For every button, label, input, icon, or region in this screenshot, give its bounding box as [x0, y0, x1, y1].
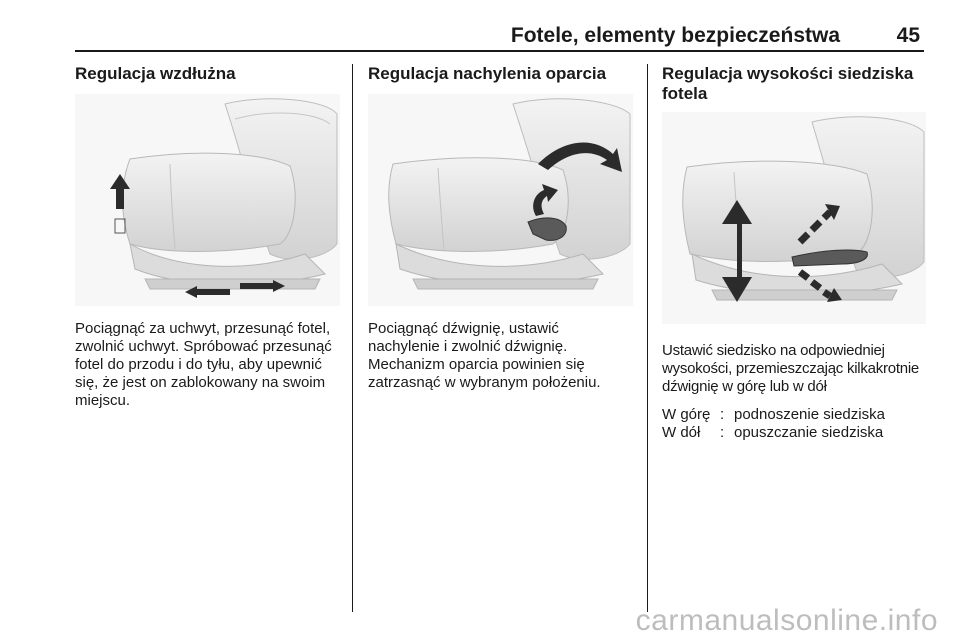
definition-separator: :: [720, 406, 725, 423]
definition-description: opuszczanie siedziska: [734, 424, 884, 441]
column-divider: [647, 64, 648, 612]
column-divider: [352, 64, 353, 612]
definition-term: W górę: [662, 406, 711, 423]
section-backrest-adjustment: [368, 64, 633, 392]
section-body-text: Ustawić siedzisko na odpowiedniej wysokości, przemieszczając kilkakrotnie dźwignię w górę lub w dół: [662, 342, 919, 395]
page-header-title: Fotele, elementy bezpieczeństwa: [510, 24, 840, 47]
section-longitudinal-adjustment: [75, 64, 340, 410]
seat-backrest-illustration: [368, 94, 633, 306]
page-number: 45: [896, 24, 920, 47]
section-heading: Regulacja wzdłużna: [75, 64, 236, 83]
definition-row: [662, 406, 932, 424]
section-heading: Regulacja nachylenia oparcia: [368, 64, 607, 83]
section-body-text: Pociągnąć za uchwyt, przesunąć fotel, zwolnić uchwyt. Spróbować przesunąć fotel do przodu i do tyłu, aby upewnić się, że jest on zablokowany na swoim miejscu.: [75, 320, 332, 409]
watermark: carmanualsonline.info: [635, 604, 938, 637]
seat-longitudinal-illustration: [75, 94, 340, 306]
definition-description: podnoszenie siedziska: [734, 406, 885, 423]
section-height-adjustment: [662, 64, 932, 442]
seat-height-illustration: [662, 112, 926, 324]
header-rule: [75, 50, 924, 52]
definition-row: [662, 424, 932, 442]
section-body-text: Pociągnąć dźwignię, ustawić nachylenie i zwolnić dźwignię. Mechanizm oparcia powinien się zatrzasnąć w wybranym położeniu.: [368, 320, 601, 391]
definition-list: [662, 406, 932, 442]
definition-term: W dół: [662, 424, 701, 441]
section-heading: Regulacja wysokości siedziska fotela: [662, 64, 914, 103]
definition-separator: :: [720, 424, 725, 441]
